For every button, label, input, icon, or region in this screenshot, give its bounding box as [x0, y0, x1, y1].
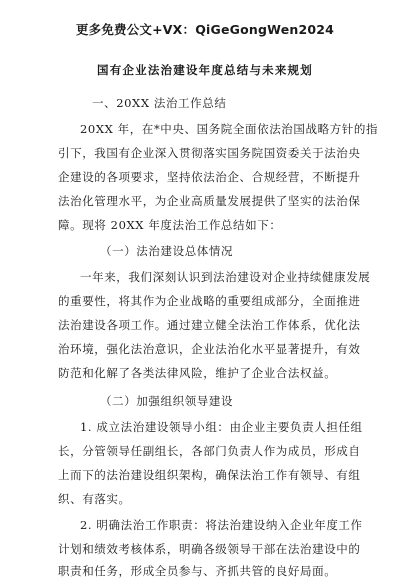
list-item-line: 长，分管领导任副组长，各部门负责人作为成员，形成自: [58, 444, 361, 458]
subsection-heading: （二）加强组织领导建设: [100, 394, 234, 408]
paragraph-line: 障。现将 20XX 年度法治工作总结如下：: [58, 218, 282, 232]
paragraph-line: 一年来，我们深刻认识到法治建设对企业持续健康发展: [80, 270, 371, 284]
paragraph-line: 治环境，强化法治意识，企业法治化水平显著提升，有效: [58, 342, 361, 356]
paragraph-line: 20XX 年，在*中央、国务院全面依法治国战略方针的指: [80, 122, 379, 136]
document-title: 国有企业法治建设年度总结与未来规划: [97, 63, 313, 77]
list-item-line: 2. 明确法治工作职责：将法治建设纳入企业年度工作: [80, 518, 363, 532]
paragraph-line: 法治化管理水平，为企业高质量发展提供了坚实的法治保: [58, 194, 361, 208]
list-item-line: 1. 成立法治建设领导小组：由企业主要负责人担任组: [80, 420, 363, 434]
paragraph-line: 引下，我国有企业深入贯彻落实国务院国资委关于法治央: [58, 146, 361, 160]
section-heading: 一、20XX 法治工作总结: [92, 96, 227, 110]
list-item-line: 计划和绩效考核体系，明确各级领导干部在法治建设中的: [58, 542, 361, 556]
list-item-line: 职责和任务，形成全员参与、齐抓共管的良好局面。: [58, 564, 337, 578]
promo-banner: 更多免费公文+VX：QiGeGongWen2024: [75, 22, 335, 37]
list-item-line: 织、有落实。: [58, 492, 131, 506]
subsection-heading: （一）法治建设总体情况: [100, 244, 234, 258]
paragraph-line: 防范和化解了各类法律风险，维护了企业合法权益。: [58, 366, 337, 380]
paragraph-line: 法治建设各项工作。通过建立健全法治工作体系，优化法: [58, 318, 361, 332]
paragraph-line: 的重要性，将其作为企业战略的重要组成部分，全面推进: [58, 294, 361, 308]
paragraph-line: 企建设的各项要求，坚持依法治企、合规经营，不断提升: [58, 170, 361, 184]
list-item-line: 上而下的法治建设组织架构，确保法治工作有领导、有组: [58, 468, 361, 482]
